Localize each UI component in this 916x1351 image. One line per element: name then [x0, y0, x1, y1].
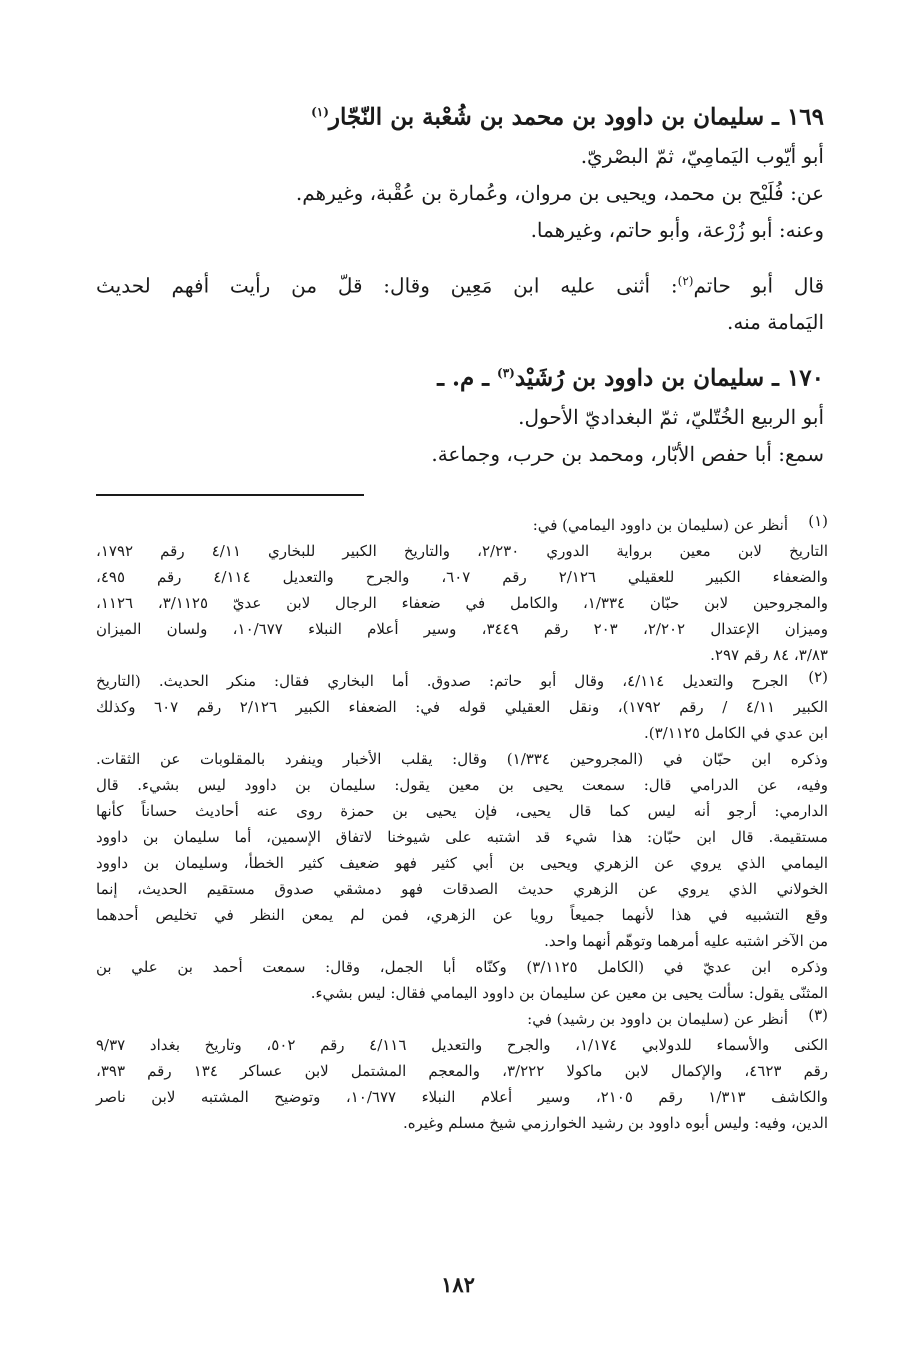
footnote-divider: [96, 494, 364, 496]
entry-169-kunya: أبو أيّوب اليَمامِيّ، ثمّ البصْريّ.: [580, 143, 824, 168]
footnote-number: (١): [808, 512, 828, 530]
entry-170-heading: ١٧٠ ـ سليمان بن داوود بن رُشَيْد$^{(٣)}$ ـ م. ـ: [437, 364, 824, 392]
footnote-2: (٢) الجرح والتعديل ٤/١١٤، وقال أبو حاتم: صدوق. أما البخاري فقال: منكر الحديث. (التاريخ الكبير ٤/١١ / رقم ١٧٩٢)، ونقل العقيلي قوله في: الضعفاء الكبير ٢/١٢٦ رقم ٦٠٧ وكذلك ابن عدي في الكامل ٣/١١٢٥). وذكره ابن حبّان في (المجروحين ١/٣٣٤) وقال: يقلب الأخبار وينفرد بالمقلوبات عن الثقات. وفيه، عن الدرامي قال: سمعت يحيى بن معين يقول: سليمان بن داوود ليس بشيء. قال الدارمي: أرجو أنه ليس كما قال يحيى، فإن يحيى بن حمزة روى عنه أحاديث حساناً كأنها مستقيمة. قال ابن حبّان: هذا شيء قد اشتبه على شيوخنا لاتفاق الإسمين، أما سليمان بن داوود اليمامي الذي يروي عن الزهري ويحيى بن أبي كثير فهو ضعيف كثير الخطأ، وسليمان بن داوود الخولاني الذي يروي عن الزهري حديث الصدقات فهو دمشقي صدوق مستقيم الحديث، إنما وقع التشبيه في هذا لأنهما جميعاً رويا عن الزهري، فمن لم يمعن النظر في تخليص أحدهما من الآخر اشتبه عليه أمرهما وتوهّم أنهما واحد. وذكره ابن عديّ في (الكامل ٣/١١٢٥) وكنّاه أبا الجمل، وقال: سمعت أحمد بن علي بن المثنّى يقول: سألت يحيى بن معين عن سليمان بن داوود اليمامي فقال: ليس بشيء.: [96, 668, 828, 1002]
footnote-number: (٢): [808, 668, 828, 686]
entry-169-quote: قال أبو حاتم$^{(٢)}$: أثنى عليه ابن مَعِين وقال: قلّ من رأيت أفهم لحديث: [96, 273, 824, 298]
entry-169-teachers: عن: فُلَيْح بن محمد، ويحيى بن مروان، وعُمارة بن عُقْبة، وغيرهم.: [295, 180, 824, 205]
entry-170-kunya: أبو الربيع الخُتّليّ، ثمّ البغداديّ الأحول.: [518, 404, 824, 429]
entry-169-heading: ١٦٩ ـ سليمان بن داوود بن محمد بن شُعْبة بن النّجّار$^{(١)}$: [311, 103, 824, 131]
footnote-ref-1[interactable]: (١): [311, 105, 329, 119]
footnote-ref-2[interactable]: (٢): [677, 273, 694, 288]
entry-169-students: وعنه: أبو زُرْعة، وأبو حاتم، وغيرهما.: [530, 217, 824, 242]
main-text: [96, 92, 824, 473]
footnote-ref-3[interactable]: (٣): [497, 366, 515, 381]
footnote-number: (٣): [808, 1006, 828, 1024]
page-number: ١٨٢: [441, 1272, 475, 1297]
footnote-3: (٣) أنظر عن (سليمان بن داوود بن رشيد) في: الكنى والأسماء للدولابي ١/١٧٤، والجرح والتعديل ٤/١١٦ رقم ٥٠٢، وتاريخ بغداد ٩/٣٧ رقم ٤٦٢٣، والإكمال لابن ماكولا ٣/٢٢٢، والمعجم المشتمل لابن عساكر ١٣٤ رقم ٣٩٣، والكاشف ١/٣١٣ رقم ٢١٠٥، وسير أعلام النبلاء ١٠/٦٧٧، وتوضيح المشتبه لابن ناصر الدين، وفيه: وليس أبوه داوود بن رشيد الخوارزمي شيخ مسلم وغيره.: [96, 1006, 829, 1132]
entry-169-quote-end: اليَمامة منه.: [727, 310, 824, 335]
footnote-1: (١) أنظر عن (سليمان بن داوود اليمامي) في: التاريخ لابن معين برواية الدوري ٢/٢٣٠، والتاريخ الكبير للبخاري ٤/١١ رقم ١٧٩٢، والضعفاء الكبير للعقيلي ٢/١٢٦ رقم ٦٠٧، والجرح والتعديل ٤/١١٤ رقم ٤٩٥، والمجروحين لابن حبّان ١/٣٣٤، والكامل في ضعفاء الرجال لابن عديّ ٣/١١٢٥، ١١٢٦، وميزان الإعتدال ٢/٢٠٢، ٢٠٣ رقم ٣٤٤٩، وسير أعلام النبلاء ١٠/٦٧٧، ولسان الميزان ٣/٨٣، ٨٤ رقم ٢٩٧.: [96, 512, 829, 664]
entry-170-heard: سمع: أبا حفص الأبّار، ومحمد بن حرب، وجماعة.: [431, 441, 824, 466]
footnotes: [96, 512, 828, 1136]
